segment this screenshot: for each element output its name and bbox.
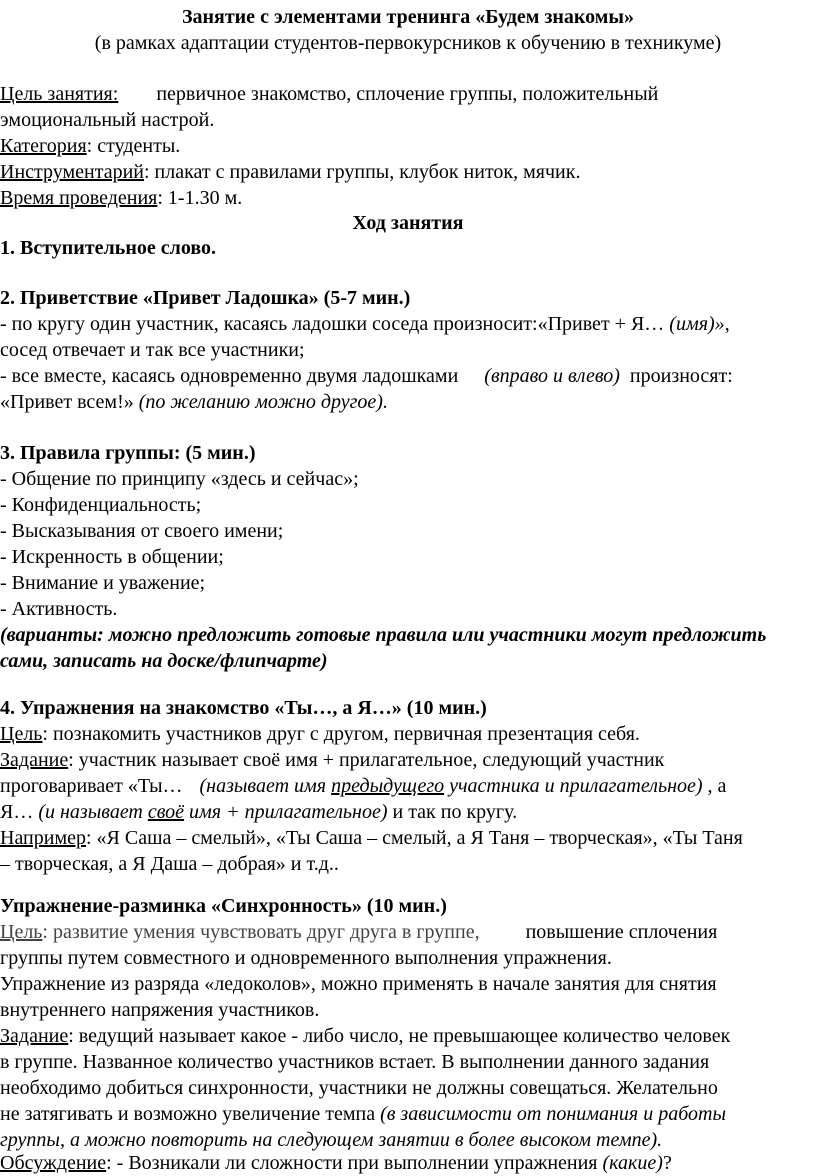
tools-text: : плакат с правилами группы, клубок ниток, мячик. xyxy=(143,161,581,183)
section-4-task-3 xyxy=(0,799,517,825)
goal-line-2: эмоциональный настрой. xyxy=(0,109,215,131)
text-run: : ведущий называет какое - либо число, не превышающее количество человек xyxy=(68,1025,731,1047)
example-label: Например xyxy=(0,827,86,849)
text-run-italic: (в зависимости от понимания и работы xyxy=(380,1103,727,1125)
text-run: : «Я Саша – смелый», «Ты Саша – смелый, а Я Таня – творческая», «Ты Таня xyxy=(86,827,743,849)
text-run: произносят: xyxy=(629,365,733,387)
goal-line xyxy=(0,81,658,107)
text-run-italic: имя + прилагательное) xyxy=(184,801,388,823)
text-run: Я… xyxy=(0,801,39,823)
tools-label: Инструментарий xyxy=(0,161,144,183)
document-subtitle: (в рамках адаптации студентов-первокурсников к обучению в техникуме) xyxy=(94,32,722,54)
text-run: : - Возникали ли сложности при выполнении упражнения xyxy=(106,1152,603,1174)
rule-item: - Общение по принципу «здесь и сейчас»; xyxy=(0,468,359,490)
section-2-line-2: сосед отвечает и так все участники; xyxy=(0,339,305,361)
goal-label: Цель xyxy=(0,921,43,943)
section-5-task-3: необходимо добиться синхронности, участники не должны совещаться. Желательно xyxy=(0,1077,718,1099)
text-run: - все вместе, касаясь одновременно двумя ладошками xyxy=(0,365,459,387)
section-3-heading: 3. Правила группы: (5 мин.) xyxy=(0,442,256,464)
task-label: Задание xyxy=(0,749,69,771)
section-2-line-1 xyxy=(0,311,730,337)
section-5-task xyxy=(0,1023,730,1049)
section-5-para-2: внутреннего напряжения участников. xyxy=(0,999,320,1021)
document-title: Занятие с элементами тренинга «Будем знакомы» xyxy=(181,6,635,28)
text-run-italic: (по желанию можно другое). xyxy=(138,391,388,413)
section-5-discussion xyxy=(0,1150,672,1176)
section-1-heading: 1. Вступительное слово. xyxy=(0,237,216,259)
text-run: проговаривает «Ты… xyxy=(0,775,188,797)
goal-label: Цель xyxy=(0,723,43,745)
text-run-italic: (и называет xyxy=(38,801,148,823)
section-4-task-2 xyxy=(0,773,726,799)
text-run-italic: (называет имя xyxy=(199,775,332,797)
text-run-italic-underline: предыдущего xyxy=(331,775,445,797)
section-5-task-4 xyxy=(0,1101,726,1127)
time-line xyxy=(0,185,242,211)
time-text: : 1-1.30 м. xyxy=(157,187,243,209)
rule-item: - Конфиденциальность; xyxy=(0,494,202,516)
rule-item: - Активность. xyxy=(0,598,118,620)
text-run: : участник называет своё имя + прилагательное, следующий участник xyxy=(68,749,665,771)
section-2-heading: 2. Приветствие «Привет Ладошка» (5-7 мин.) xyxy=(0,287,411,309)
section-5-goal xyxy=(0,919,717,945)
goal-text: первичное знакомство, сплочение группы, положительный xyxy=(156,83,659,105)
text-run-italic: участника и прилагательное) xyxy=(444,775,703,797)
rules-note-line-1: (варианты: можно предложить готовые правила или участники могут предложить xyxy=(0,624,767,646)
text-run: ? xyxy=(662,1152,672,1174)
text-run: и так по кругу. xyxy=(387,801,518,823)
text-run-italic-underline: своё xyxy=(147,801,185,823)
category-line xyxy=(0,133,180,159)
section-4-heading: 4. Упражнения на знакомство «Ты…, а Я…» (10 мин.) xyxy=(0,697,487,719)
goal-label: Цель занятия: xyxy=(0,83,119,105)
course-heading: Ход занятия xyxy=(352,212,464,234)
section-5-task-5: группы, а можно повторить на следующем занятии в более высоком темпе). xyxy=(0,1129,663,1151)
section-4-example xyxy=(0,825,743,851)
rule-item: - Высказывания от своего имени; xyxy=(0,520,284,542)
section-2-line-3 xyxy=(0,363,733,389)
section-5-task-2: в группе. Названное количество участников встает. В выполнении данного задания xyxy=(0,1051,710,1073)
text-run: : развитие умения чувствовать друг друга в группе, xyxy=(42,921,480,943)
text-run: повышение сплочения xyxy=(525,921,718,943)
tools-line xyxy=(0,159,580,185)
section-4-example-2: – творческая, а Я Даша – добрая» и т.д.. xyxy=(0,853,339,875)
task-label: Задание xyxy=(0,1025,69,1047)
text-run-italic: (имя)» xyxy=(669,313,725,335)
section-5-heading: Упражнение-разминка «Синхронность» (10 мин.) xyxy=(0,895,447,917)
section-5-goal-2: группы путем совместного и одновременного выполнения упражнения. xyxy=(0,947,612,969)
text-run-italic: (вправо и влево) xyxy=(484,365,620,387)
text-run: , xyxy=(724,313,730,335)
section-4-task xyxy=(0,747,664,773)
section-5-para-1: Упражнение из разряда «ледоколов», можно применять в начале занятия для снятия xyxy=(0,973,717,995)
section-2-line-4 xyxy=(0,389,388,415)
text-run: «Привет всем!» xyxy=(0,391,139,413)
section-4-goal xyxy=(0,721,640,747)
rules-note-line-2: сами, записать на доске/флипчарте) xyxy=(0,650,328,672)
text-run: , а xyxy=(702,775,727,797)
text-run-italic: (какие) xyxy=(602,1152,663,1174)
text-run: : познакомить участников друг с другом, первичная презентация себя. xyxy=(42,723,640,745)
text-run: - по кругу один участник, касаясь ладошки соседа произносит:«Привет + Я… xyxy=(0,313,670,335)
text-run: не затягивать и возможно увеличение темпа xyxy=(0,1103,381,1125)
time-label: Время проведения xyxy=(0,187,158,209)
category-label: Категория xyxy=(0,135,87,157)
discussion-label: Обсуждение xyxy=(0,1152,107,1174)
category-text: : студенты. xyxy=(86,135,181,157)
rule-item: - Искренность в общении; xyxy=(0,546,224,568)
rule-item: - Внимание и уважение; xyxy=(0,572,206,594)
